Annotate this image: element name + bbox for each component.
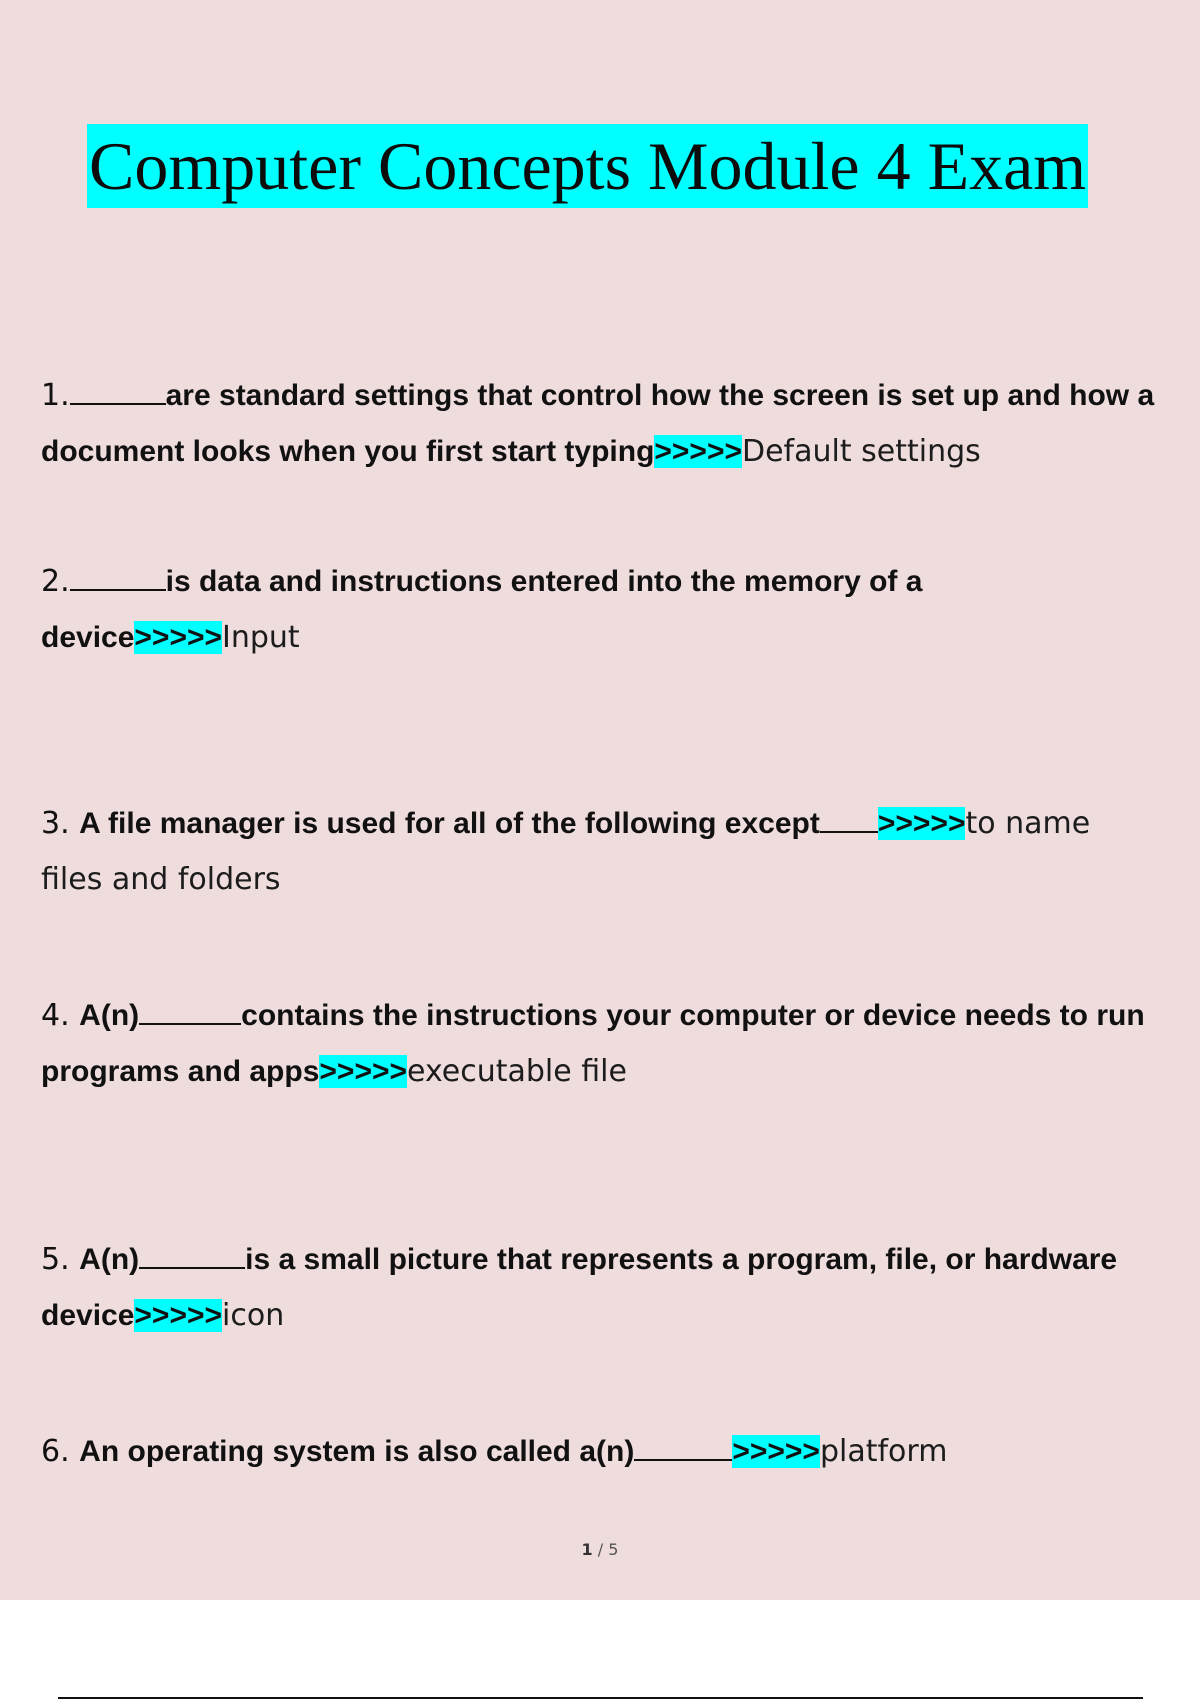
question-number: 4. [41, 998, 70, 1033]
answer-text: icon [222, 1298, 285, 1333]
answer-text: Input [222, 620, 300, 655]
question-3 [41, 796, 1161, 908]
answer-blank [139, 999, 241, 1025]
document-title: Computer Concepts Module 4 Exam [87, 124, 1088, 208]
question-number: 1. [41, 378, 70, 413]
question-text: is a small picture that represents a program, file, or hardware device [41, 1243, 1118, 1332]
page-total: / 5 [597, 1540, 619, 1559]
answer-blank [70, 565, 166, 591]
answer-blank [820, 807, 878, 833]
answer-text: executable file [407, 1054, 627, 1089]
answer-arrow: >>>>> [134, 621, 223, 654]
answer-arrow: >>>>> [654, 435, 742, 468]
question-prefix: A(n) [79, 1243, 140, 1276]
question-number: 3. [41, 806, 70, 841]
question-5 [41, 1232, 1161, 1344]
question-text: is data and instructions entered into the memory of a device [41, 565, 923, 654]
question-text: A file manager is used for all of the following except [79, 807, 820, 840]
question-2 [41, 554, 1161, 666]
answer-blank [634, 1435, 732, 1461]
answer-blank [139, 1243, 245, 1269]
question-text: are standard settings that control how the screen is set up and how a document looks when you first start typing [41, 379, 1155, 468]
answer-arrow: >>>>> [319, 1055, 408, 1088]
answer-arrow: >>>>> [134, 1299, 223, 1332]
answer-arrow: >>>>> [732, 1435, 820, 1468]
question-number: 2. [41, 564, 70, 599]
answer-text: Default settings [742, 434, 981, 469]
question-1 [41, 368, 1161, 480]
page-indicator [0, 1540, 1200, 1559]
question-text: An operating system is also called a(n) [79, 1435, 635, 1468]
question-text: contains the instructions your computer or device needs to run programs and apps [41, 999, 1145, 1088]
answer-arrow: >>>>> [877, 807, 966, 840]
answer-text: to name files and folders [41, 806, 1091, 897]
answer-blank [70, 379, 166, 405]
divider [58, 1697, 1143, 1699]
question-number: 5. [41, 1242, 70, 1277]
answer-text: platform [819, 1434, 948, 1469]
page-current: 1 [581, 1540, 593, 1559]
question-6 [41, 1424, 1161, 1480]
question-4 [41, 988, 1161, 1100]
question-prefix: A(n) [79, 999, 140, 1032]
question-number: 6. [41, 1434, 70, 1469]
